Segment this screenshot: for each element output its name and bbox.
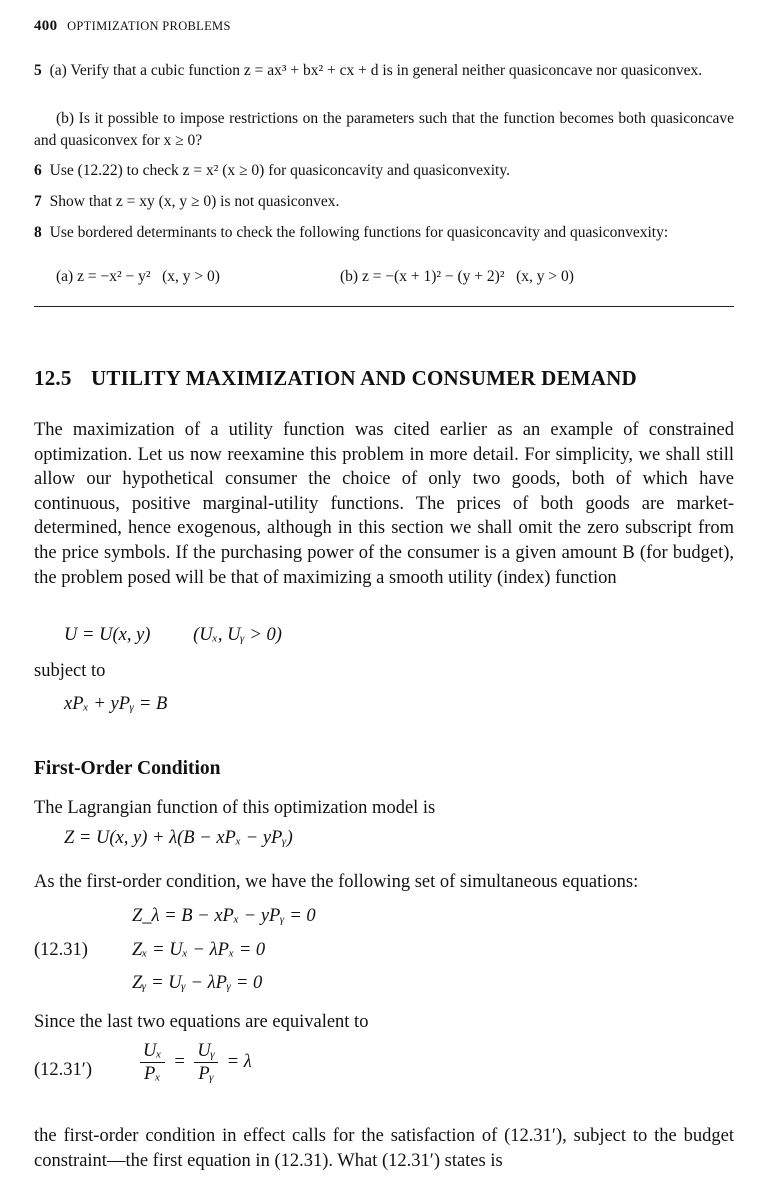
exercise-text: Show that z = xy (x, y ≥ 0) is not quasiconvex. [49, 193, 340, 210]
exercise-text: Use (12.22) to check z = x² (x ≥ 0) for quasiconcavity and quasiconvexity. [49, 162, 510, 179]
exercise-8a: (a) z = −x² − y² (x, y > 0) [56, 268, 220, 285]
fraction-uy-py: $\frac{\text{Uᵧ}}{\text{Pᵧ}}$ [194, 1040, 218, 1085]
section-number: 12.5 [34, 366, 72, 390]
running-title: OPTIMIZATION PROBLEMS [67, 19, 231, 33]
running-head [34, 18, 231, 35]
section-heading [34, 366, 637, 391]
equation-12-31-prime: $\frac{\text{Uₓ}}{\text{Pₓ}}$ = $\frac{\text{Uᵧ}}{\text{Pᵧ}}$ = λ [136, 1040, 252, 1085]
budget-constraint-equation: xPₓ + yPᵧ = B [64, 694, 168, 714]
exercise-7 [34, 191, 734, 213]
exercise-5b: (b) Is it possible to impose restrictions on the parameters such that the function becomes both quasiconcave and quasiconvex for x ≥ 0? [34, 110, 734, 149]
equation-label-12-31-prime: (12.31′) [34, 1060, 92, 1080]
exercise-text: (a) Verify that a cubic function z = ax³ + bx² + cx + d is in general neither quasiconcave nor quasiconvex. [49, 62, 703, 79]
equation-label-12-31: (12.31) [34, 940, 88, 960]
equation-12-31-line-2: Zₓ = Uₓ − λPₓ = 0 [132, 940, 266, 960]
foc-intro: As the first-order condition, we have the following set of simultaneous equations: [34, 872, 639, 892]
section-title: UTILITY MAXIMIZATION AND CONSUMER DEMAND [91, 366, 637, 390]
lagrangian-intro: The Lagrangian function of this optimization model is [34, 798, 436, 818]
page-number: 400 [34, 18, 58, 34]
equation-12-31-line-3: Zᵧ = Uᵧ − λPᵧ = 0 [132, 973, 263, 993]
exercise-number: 8 [34, 224, 42, 241]
exercise-5a [34, 60, 734, 82]
closing-paragraph: the first-order condition in effect calls for the satisfaction of (12.31′), subject to the budget constraint—the first equation in (12.31). What (12.31′) states is [34, 1126, 734, 1171]
exercise-number: 5 [34, 62, 42, 79]
exercise-number: 7 [34, 193, 42, 210]
intro-paragraph: The maximization of a utility function was cited earlier as an example of constrained optimization. Let us now reexamine this problem in more detail. For simplicity, we shall still allow our hypothetical consumer the choice of only two goods, both of which have continuous, positive marginal-utility functions. The prices of both goods are market-determined, hence exogenous, although in this section we shall omit the zero subscript from the price symbols. If the purchasing power of the consumer is a given amount B (for budget), the problem posed will be that of maximizing a smooth utility (index) function [34, 420, 734, 588]
equation-12-31-line-1: Z_λ = B − xPₓ − yPᵧ = 0 [132, 906, 316, 926]
subsection-title: First-Order Condition [34, 758, 221, 779]
exercise-number: 6 [34, 162, 42, 179]
subject-to-text: subject to [34, 661, 106, 681]
exercise-6 [34, 160, 734, 182]
exercise-8 [34, 222, 734, 244]
lagrangian-equation: Z = U(x, y) + λ(B − xPₓ − yPᵧ) [64, 828, 293, 848]
utility-function-equation: U = U(x, y) (Uₓ, Uᵧ > 0) [64, 625, 282, 645]
fraction-ux-px: $\frac{\text{Uₓ}}{\text{Pₓ}}$ [140, 1040, 165, 1085]
exercise-8b: (b) z = −(x + 1)² − (y + 2)² (x, y > 0) [340, 268, 574, 285]
equivalence-text: Since the last two equations are equivalent to [34, 1012, 369, 1032]
exercise-text: Use bordered determinants to check the following functions for quasiconcavity and quasiconvexity: [49, 224, 669, 241]
section-divider [34, 306, 734, 307]
